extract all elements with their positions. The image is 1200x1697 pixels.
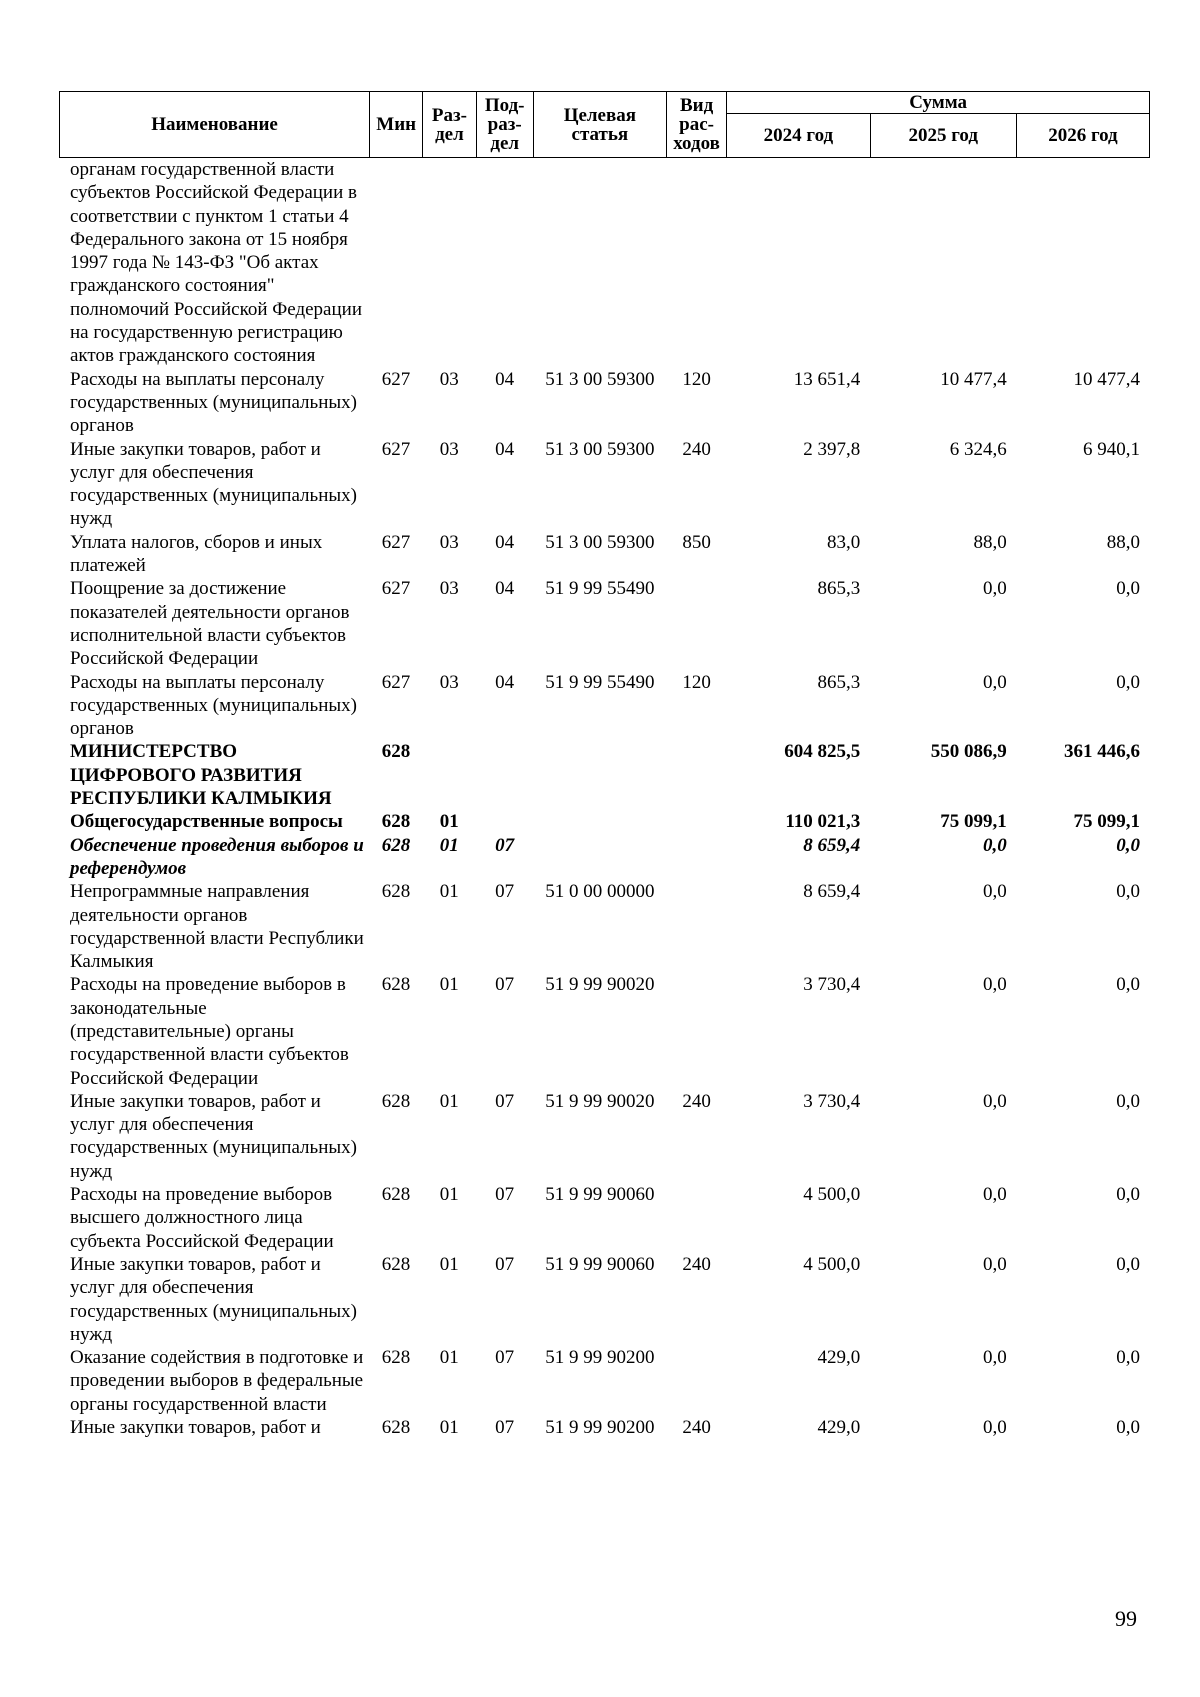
row-vid: 240	[682, 438, 711, 460]
table-row	[59, 810, 1150, 833]
row-min: 628	[381, 1184, 411, 1206]
table-row	[59, 834, 1150, 881]
row-celevaya: 51 9 99 55490	[545, 578, 655, 600]
row-celevaya: 51 9 99 55490	[545, 671, 655, 693]
row-sum-2026	[1017, 158, 1150, 368]
col-header-vid: Вид рас- ходов	[666, 92, 726, 158]
row-name: Иные закупки товаров, работ и	[70, 1417, 321, 1439]
row-min: 628	[381, 881, 411, 903]
col-header-podrazdel: Под- раз- дел	[476, 92, 533, 158]
table-row	[59, 740, 1150, 810]
col-header-name: Наименование	[60, 92, 370, 158]
row-podrazdel: 04	[495, 578, 515, 600]
row-podrazdel: 04	[495, 368, 515, 390]
row-name: Расходы на выплаты персоналу государственных (муниципальных) органов	[70, 671, 357, 740]
row-sum-2026: 0,0	[1116, 834, 1140, 856]
row-razdel: 01	[439, 811, 459, 833]
col-header-celevaya: Целевая статья	[533, 92, 666, 158]
row-podrazdel: 04	[495, 438, 515, 460]
table-row	[59, 671, 1150, 741]
row-sum-2024: 3 730,4	[803, 1090, 861, 1112]
row-sum-2025: 0,0	[983, 578, 1007, 600]
row-podrazdel: 07	[495, 1253, 515, 1275]
table-row	[59, 880, 1150, 973]
row-sum-2026: 0,0	[1116, 1253, 1140, 1275]
row-name: Расходы на выплаты персоналу государственных (муниципальных) органов	[70, 368, 357, 437]
row-sum-2024: 865,3	[817, 671, 861, 693]
row-podrazdel: 07	[495, 834, 515, 856]
row-sum-2026: 0,0	[1116, 671, 1140, 693]
table-row	[59, 1090, 1150, 1183]
row-name: Непрограммные направления деятельности органов государственной власти Республики Калмыкия	[70, 881, 364, 973]
row-sum-2024: 8 659,4	[803, 834, 861, 856]
row-sum-2025: 0,0	[983, 671, 1007, 693]
row-sum-2024: 8 659,4	[803, 881, 861, 903]
row-name: Обеспечение проведения выборов и референдумов	[70, 834, 364, 879]
row-min: 628	[381, 741, 411, 763]
row-podrazdel: 07	[495, 1184, 515, 1206]
page-number: 99	[1115, 1606, 1137, 1631]
table-row	[59, 973, 1150, 1089]
row-sum-2025: 0,0	[983, 1347, 1007, 1369]
row-podrazdel: 07	[495, 974, 515, 996]
row-sum-2024: 4 500,0	[803, 1253, 861, 1275]
row-vid: 120	[682, 368, 711, 390]
row-min: 628	[381, 1090, 411, 1112]
row-vid: 850	[682, 531, 711, 553]
row-razdel: 03	[439, 531, 459, 553]
row-vid	[666, 880, 726, 973]
row-podrazdel: 04	[495, 531, 515, 553]
row-sum-2024: 13 651,4	[793, 368, 861, 390]
table-row	[59, 531, 1150, 578]
row-celevaya	[533, 740, 666, 810]
row-vid: 240	[682, 1090, 711, 1112]
row-celevaya: 51 9 99 90200	[545, 1417, 655, 1439]
budget-table-sheet	[59, 91, 1150, 1439]
row-celevaya	[533, 158, 666, 368]
row-celevaya: 51 9 99 90020	[545, 1090, 655, 1112]
row-razdel: 01	[439, 1090, 459, 1112]
table-row	[59, 158, 1150, 368]
row-celevaya: 51 3 00 59300	[545, 531, 655, 553]
table-row	[59, 1346, 1150, 1416]
row-razdel: 03	[439, 438, 459, 460]
row-podrazdel	[476, 158, 533, 368]
row-vid	[666, 1183, 726, 1253]
row-min: 627	[381, 671, 411, 693]
row-celevaya: 51 9 99 90200	[545, 1347, 655, 1369]
row-vid	[666, 1346, 726, 1416]
row-razdel: 01	[439, 1417, 459, 1439]
row-name: МИНИСТЕРСТВО ЦИФРОВОГО РАЗВИТИЯ РЕСПУБЛИКИ КАЛМЫКИЯ	[70, 741, 332, 810]
row-celevaya: 51 0 00 00000	[545, 881, 655, 903]
row-sum-2024: 429,0	[817, 1347, 861, 1369]
row-sum-2024	[727, 158, 870, 368]
row-celevaya: 51 9 99 90060	[545, 1184, 655, 1206]
row-name: Общегосударственные вопросы	[70, 811, 343, 833]
row-razdel: 01	[439, 834, 459, 856]
row-name: Иные закупки товаров, работ и услуг для обеспечения государственных (муниципальных) нужд	[70, 438, 357, 530]
row-razdel: 01	[439, 1184, 459, 1206]
row-min: 628	[381, 1417, 411, 1439]
row-sum-2024: 2 397,8	[803, 438, 861, 460]
row-sum-2024: 429,0	[817, 1417, 861, 1439]
row-razdel: 01	[439, 974, 459, 996]
table-row	[59, 368, 1150, 438]
row-vid	[666, 834, 726, 881]
row-sum-2024: 604 825,5	[784, 741, 861, 763]
col-header-min: Мин	[370, 92, 423, 158]
row-sum-2025: 0,0	[983, 1184, 1007, 1206]
row-celevaya	[533, 834, 666, 881]
row-sum-2026: 10 477,4	[1073, 368, 1140, 390]
row-sum-2026: 0,0	[1116, 881, 1140, 903]
row-razdel: 03	[439, 368, 459, 390]
row-sum-2024: 3 730,4	[803, 974, 861, 996]
row-podrazdel: 07	[495, 1417, 515, 1439]
row-celevaya	[533, 810, 666, 833]
row-vid	[666, 577, 726, 670]
row-vid	[666, 810, 726, 833]
table-row	[59, 1416, 1150, 1439]
row-name: Иные закупки товаров, работ и услуг для обеспечения государственных (муниципальных) нужд	[70, 1090, 357, 1182]
row-sum-2025: 0,0	[983, 1253, 1007, 1275]
row-name: Уплата налогов, сборов и иных платежей	[70, 531, 323, 577]
row-sum-2026: 361 446,6	[1064, 741, 1140, 763]
row-sum-2026: 88,0	[1106, 531, 1140, 553]
row-min: 627	[381, 368, 411, 390]
row-sum-2026: 6 940,1	[1083, 438, 1140, 460]
row-sum-2025: 0,0	[983, 834, 1007, 856]
row-min: 628	[381, 974, 411, 996]
table-row	[59, 1183, 1150, 1253]
row-name: Иные закупки товаров, работ и услуг для обеспечения государственных (муниципальных) нужд	[70, 1253, 357, 1345]
row-vid	[666, 973, 726, 1089]
row-sum-2025: 88,0	[973, 531, 1007, 553]
row-min	[369, 158, 422, 368]
row-sum-2024: 83,0	[827, 531, 861, 553]
row-podrazdel: 04	[495, 671, 515, 693]
row-sum-2024: 110 021,3	[785, 811, 861, 833]
row-razdel	[423, 158, 476, 368]
row-vid: 240	[682, 1417, 711, 1439]
row-sum-2026: 0,0	[1116, 578, 1140, 600]
row-razdel: 01	[439, 1347, 459, 1369]
row-sum-2025: 10 477,4	[940, 368, 1007, 390]
row-vid: 120	[682, 671, 711, 693]
row-razdel	[423, 740, 476, 810]
row-sum-2024: 865,3	[817, 578, 861, 600]
row-sum-2026: 0,0	[1116, 1090, 1140, 1112]
row-sum-2025: 0,0	[983, 974, 1007, 996]
table-header	[59, 91, 1150, 158]
row-razdel: 03	[439, 671, 459, 693]
row-sum-2026: 0,0	[1116, 1417, 1140, 1439]
row-sum-2025: 0,0	[983, 881, 1007, 903]
row-sum-2026: 0,0	[1116, 1184, 1140, 1206]
table-row	[59, 438, 1150, 531]
row-min: 628	[381, 1253, 411, 1275]
row-min: 628	[381, 1347, 411, 1369]
row-name: Поощрение за достижение показателей деятельности органов исполнительной власти субъектов Российской Федерации	[70, 578, 350, 670]
row-sum-2025	[870, 158, 1016, 368]
row-celevaya: 51 3 00 59300	[545, 438, 655, 460]
row-sum-2025: 550 086,9	[930, 741, 1007, 763]
row-celevaya: 51 9 99 90060	[545, 1253, 655, 1275]
row-sum-2025: 75 099,1	[940, 811, 1007, 833]
row-razdel: 01	[439, 881, 459, 903]
row-sum-2026: 0,0	[1116, 974, 1140, 996]
col-header-2024: 2024 год	[727, 114, 870, 158]
row-podrazdel	[476, 810, 533, 833]
col-header-2025: 2025 год	[870, 114, 1016, 158]
table-row	[59, 1253, 1150, 1346]
col-header-2026: 2026 год	[1016, 114, 1149, 158]
row-vid	[666, 158, 726, 368]
row-min: 627	[381, 438, 411, 460]
row-sum-2024: 4 500,0	[803, 1184, 861, 1206]
row-podrazdel	[476, 740, 533, 810]
row-celevaya: 51 3 00 59300	[545, 368, 655, 390]
row-sum-2025: 0,0	[983, 1090, 1007, 1112]
row-sum-2026: 75 099,1	[1073, 811, 1140, 833]
table-row	[59, 577, 1150, 670]
row-min: 627	[381, 531, 411, 553]
row-vid	[666, 740, 726, 810]
row-name: органам государственной власти субъектов Российской Федерации в соответствии с пунктом 1 статьи 4 Федерального закона от 15 ноября 1997 года № 143-ФЗ "Об актах гражданского состояния" полномочий Российской Федерации на государственную регистрацию актов гражданского состояния	[70, 159, 362, 367]
row-name: Расходы на проведение выборов в законодательные (представительные) органы государственной власти субъектов Российской Федерации	[70, 974, 349, 1089]
row-sum-2025: 6 324,6	[949, 438, 1007, 460]
row-name: Расходы на проведение выборов высшего должностного лица субъекта Российской Федерации	[70, 1184, 334, 1252]
row-min: 628	[381, 834, 411, 856]
row-min: 628	[381, 811, 411, 833]
row-podrazdel: 07	[495, 881, 515, 903]
row-vid: 240	[682, 1253, 711, 1275]
row-name: Оказание содействия в подготовке и проведении выборов в федеральные органы государственной власти	[70, 1347, 364, 1415]
col-header-summa: Сумма	[727, 92, 1150, 114]
row-razdel: 03	[439, 578, 459, 600]
table-body	[59, 158, 1150, 1439]
row-podrazdel: 07	[495, 1090, 515, 1112]
row-sum-2026: 0,0	[1116, 1347, 1140, 1369]
row-celevaya: 51 9 99 90020	[545, 974, 655, 996]
row-min: 627	[381, 578, 411, 600]
row-podrazdel: 07	[495, 1347, 515, 1369]
col-header-razdel: Раз- дел	[423, 92, 476, 158]
row-razdel: 01	[439, 1253, 459, 1275]
row-sum-2025: 0,0	[983, 1417, 1007, 1439]
